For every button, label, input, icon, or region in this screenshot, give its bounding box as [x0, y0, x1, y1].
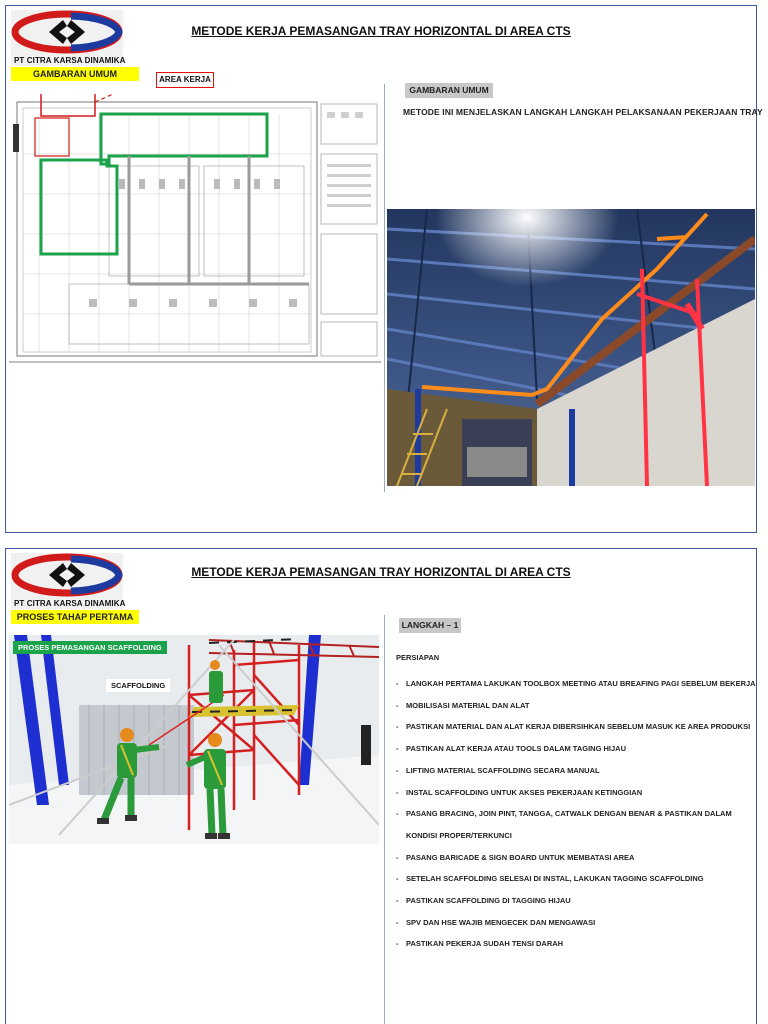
list-item: - SPV DAN HSE WAJIB MENGECEK DAN MENGAWASI: [396, 912, 752, 934]
list-item: - PASTIKAN PEKERJA SUDAH TENSI DARAH: [396, 933, 752, 955]
floor-plan-drawing: [9, 94, 381, 368]
list-item: - PASTIKAN SCAFFOLDING DI TAGGING HIJAU: [396, 890, 752, 912]
company-logo: [11, 10, 126, 66]
image-caption-scaffolding-process: PROSES PEMASANGAN SCAFFOLDING: [13, 641, 167, 654]
list-item: - LANGKAH PERTAMA LAKUKAN TOOLBOX MEETING ATAU BREAFING PAGI SEBELUM BEKERJA: [396, 673, 752, 695]
section-heading-persiapan: PERSIAPAN: [396, 653, 440, 662]
list-item: - INSTAL SCAFFOLDING UNTUK AKSES PEKERJAAN KETINGGIAN: [396, 782, 752, 804]
list-item: - LIFTING MATERIAL SCAFFOLDING SECARA MANUAL: [396, 760, 752, 782]
section-tag-gambaran-umum: GAMBARAN UMUM: [11, 67, 139, 81]
list-item: - MOBILISASI MATERIAL DAN ALAT: [396, 695, 752, 717]
scaffolding-callout: SCAFFOLDING: [106, 679, 170, 692]
step-tag: LANGKAH – 1: [399, 618, 461, 633]
site-photo-tray-route: [387, 209, 755, 486]
scaffolding-render: [9, 635, 379, 844]
list-item: - PASANG BARICADE & SIGN BOARD UNTUK MEMBATASI AREA: [396, 847, 752, 869]
page-title: METODE KERJA PEMASANGAN TRAY HORIZONTAL DI AREA CTS: [191, 565, 571, 579]
company-logo: [11, 553, 126, 609]
slide-gambaran-umum: [5, 5, 763, 533]
steps-list: [396, 673, 756, 955]
list-item: - PASTIKAN MATERIAL DAN ALAT KERJA DIBERSIHKAN SEBELUM MASUK KE AREA PRODUKSI: [396, 716, 752, 738]
steps-section: [396, 653, 756, 955]
page-title: METODE KERJA PEMASANGAN TRAY HORIZONTAL DI AREA CTS: [191, 24, 571, 38]
column-divider: [384, 615, 385, 1024]
list-item: - SETELAH SCAFFOLDING SELESAI DI INSTAL, LAKUKAN TAGGING SCAFFOLDING: [396, 868, 752, 890]
list-item: - PASTIKAN ALAT KERJA ATAU TOOLS DALAM TAGING HIJAU: [396, 738, 752, 760]
company-name: PT CITRA KARSA DINAMIKA: [14, 599, 126, 608]
method-description: METODE INI MENJELASKAN LANGKAH LANGKAH PELAKSANAAN PEKERJAAN TRAY: [403, 107, 763, 117]
list-item-continuation: KONDISI PROPER/TERKUNCI: [406, 830, 512, 840]
list-item: - PASANG BRACING, JOIN PINT, TANGGA, CATWALK DENGAN BENAR & PASTIKAN DALAM: [396, 803, 752, 825]
section-tag-right: GAMBARAN UMUM: [405, 83, 493, 98]
area-kerja-label: AREA KERJA: [156, 72, 214, 88]
section-tag-proses: PROSES TAHAP PERTAMA: [11, 610, 139, 624]
company-name: PT CITRA KARSA DINAMIKA: [14, 56, 126, 65]
slide-proses-tahap-pertama: [5, 548, 757, 1024]
column-divider: [384, 84, 385, 492]
